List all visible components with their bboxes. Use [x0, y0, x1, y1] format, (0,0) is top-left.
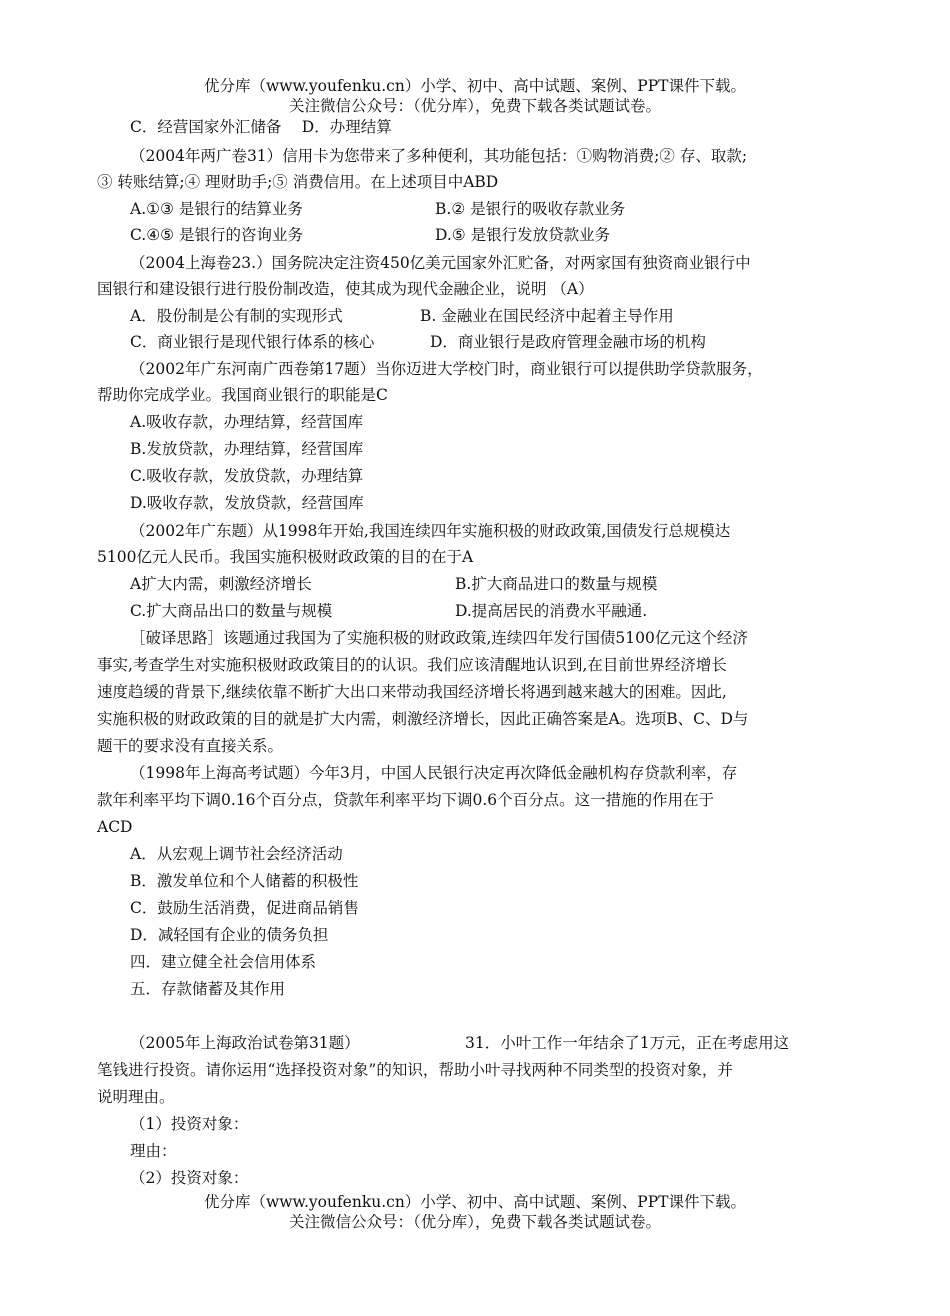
option-d: D.提高居民的消费水平融通.	[455, 602, 648, 620]
option-c: C.④⑤ 是银行的咨询业务	[130, 226, 303, 244]
option-d: D．减轻国有企业的债务负担	[130, 926, 329, 944]
section-heading: 四．建立健全社会信用体系	[130, 953, 317, 971]
text-line: ③ 转账结算;④ 理财助手;⑤ 消费信用。在上述项目中ABD	[97, 173, 499, 191]
option-c: C．鼓励生活消费，促进商品销售	[130, 899, 359, 917]
option-d: D.⑤ 是银行发放贷款业务	[435, 226, 611, 244]
option-a: A.吸收存款，办理结算，经营国库	[130, 413, 364, 431]
answer-prompt: 理由：	[130, 1142, 177, 1160]
option-c: C．商业银行是现代银行体系的核心	[130, 333, 375, 351]
text-line: （2005年上海政治试卷第31题）	[130, 1034, 360, 1052]
text-line: C．经营国家外汇储备 D．办理结算	[130, 118, 392, 136]
text-line: （1998年上海高考试题）今年3月，中国人民银行决定再次降低金融机构存贷款利率，存	[130, 764, 738, 782]
text-line: 题干的要求没有直接关系。	[97, 737, 284, 755]
footer-line-1: 优分库（www.youfenku.cn）小学、初中、高中试题、案例、PPT课件下载。	[203, 1193, 747, 1211]
text-line: ACD	[97, 818, 133, 836]
text-line: 国银行和建设银行进行股份制改造，使其成为现代金融企业，说明 （A）	[97, 280, 594, 298]
text-line: （2004上海卷23.）国务院决定注资450亿美元国家外汇贮备，对两家国有独资商业银行中	[130, 254, 751, 272]
option-b: B.扩大商品进口的数量与规模	[455, 575, 658, 593]
text-line: 帮助你完成学业。我国商业银行的职能是C	[97, 386, 388, 404]
text-line: 速度趋缓的背景下,继续依靠不断扩大出口来带动我国经济增长将遇到越来越大的困难。因此,	[97, 683, 727, 701]
option-c: C.吸收存款，发放贷款，办理结算	[130, 467, 364, 485]
text-line: 31．小叶工作一年结余了1万元，正在考虑用这	[465, 1034, 790, 1052]
text-line: （2002年广东河南广西卷第17题）当你迈进大学校门时，商业银行可以提供助学贷款服务，	[130, 360, 763, 378]
option-c: C.扩大商品出口的数量与规模	[130, 602, 333, 620]
option-a: A．股份制是公有制的实现形式	[130, 307, 343, 325]
option-b: B.② 是银行的吸收存款业务	[435, 200, 626, 218]
option-d: D.吸收存款，发放贷款，经营国库	[130, 494, 364, 512]
text-line: 笔钱进行投资。请你运用“选择投资对象”的知识，帮助小叶寻找两种不同类型的投资对象，并	[97, 1061, 733, 1079]
answer-prompt: （2）投资对象：	[130, 1169, 249, 1187]
text-line: （2002年广东题）从1998年开始,我国连续四年实施积极的财政政策,国债发行总规模达	[130, 522, 731, 540]
option-b: B．激发单位和个人储蓄的积极性	[130, 872, 359, 890]
text-line: 5100亿元人民币。我国实施积极财政政策的目的在于A	[97, 548, 474, 566]
option-a: A.①③ 是银行的结算业务	[130, 200, 303, 218]
footer-line-2: 关注微信公众号：（优分库），免费下载各类试题试卷。	[288, 1213, 661, 1231]
text-line: 事实,考查学生对实施积极财政政策目的的认识。我们应该清醒地认识到,在目前世界经济增长	[97, 656, 727, 674]
header-line-2: 关注微信公众号：（优分库），免费下载各类试题试卷。	[288, 97, 661, 115]
section-heading: 五．存款储蓄及其作用	[130, 980, 286, 998]
text-line: 实施积极的财政政策的目的就是扩大内需，刺激经济增长，因此正确答案是A。选项B、C、D与	[97, 710, 749, 728]
text-line: ［破译思路］该题通过我国为了实施积极的财政政策,连续四年发行国债5100亿元这个经济	[130, 629, 748, 647]
option-d: D．商业银行是政府管理金融市场的机构	[430, 333, 706, 351]
text-line: 说明理由。	[97, 1088, 175, 1106]
option-b: B. 金融业在国民经济中起着主导作用	[420, 307, 674, 325]
option-a: A扩大内需，刺激经济增长	[130, 575, 312, 593]
text-line: （2004年两广卷31）信用卡为您带来了多种便利，其功能包括：①购物消费;② 存、取款;	[130, 147, 748, 165]
option-b: B.发放贷款，办理结算，经营国库	[130, 440, 364, 458]
text-line: 款年利率平均下调0.16个百分点，贷款年利率平均下调0.6个百分点。这一措施的作用在于	[97, 791, 715, 809]
header-line-1: 优分库（www.youfenku.cn）小学、初中、高中试题、案例、PPT课件下载。	[203, 77, 747, 95]
answer-prompt: （1）投资对象：	[130, 1115, 249, 1133]
option-a: A．从宏观上调节社会经济活动	[130, 845, 343, 863]
